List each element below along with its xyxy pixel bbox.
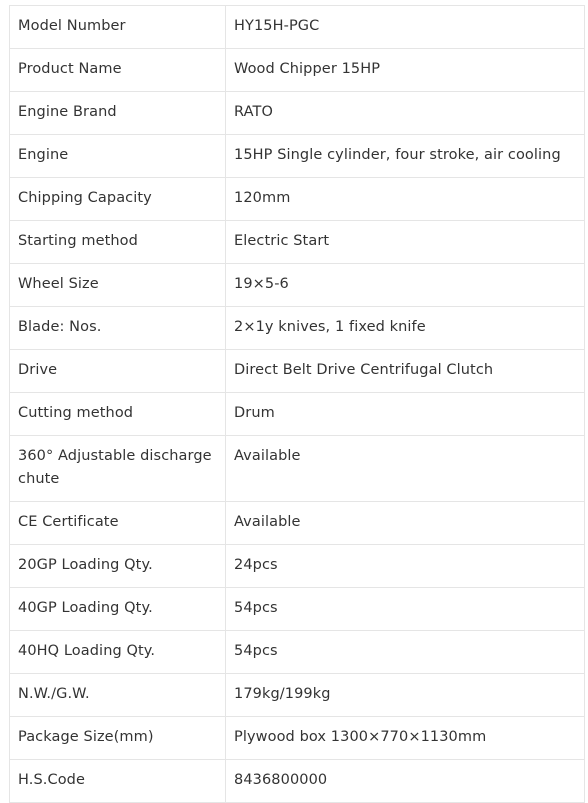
table-row [10,717,585,760]
spec-value: Direct Belt Drive Centrifugal Clutch [226,350,585,393]
table-row [10,502,585,545]
spec-value: Wood Chipper 15HP [226,49,585,92]
spec-value: Plywood box 1300×770×1130mm [226,717,585,760]
spec-label: Engine Brand [10,92,226,135]
table-row [10,221,585,264]
spec-label: Starting method [10,221,226,264]
spec-label: Package Size(mm) [10,717,226,760]
table-row [10,49,585,92]
spec-value: HY15H-PGC [226,6,585,49]
spec-label: Product Name [10,49,226,92]
spec-value: 24pcs [226,545,585,588]
spec-label: Wheel Size [10,264,226,307]
spec-label: Blade: Nos. [10,307,226,350]
table-row [10,307,585,350]
spec-value: 120mm [226,178,585,221]
spec-label: 20GP Loading Qty. [10,545,226,588]
table-row [10,674,585,717]
spec-value: Drum [226,393,585,436]
spec-label: Cutting method [10,393,226,436]
table-row [10,588,585,631]
spec-label: Chipping Capacity [10,178,226,221]
spec-value: 179kg/199kg [226,674,585,717]
spec-label: 40HQ Loading Qty. [10,631,226,674]
spec-value: Available [226,436,585,502]
spec-table [9,5,585,803]
spec-label: CE Certificate [10,502,226,545]
spec-value: 19×5-6 [226,264,585,307]
table-row [10,264,585,307]
table-row [10,178,585,221]
table-row [10,350,585,393]
spec-label: 360° Adjustable discharge chute [10,436,226,502]
table-row [10,631,585,674]
table-row [10,545,585,588]
spec-value: 15HP Single cylinder, four stroke, air cooling [226,135,585,178]
table-row [10,760,585,803]
spec-label: N.W./G.W. [10,674,226,717]
spec-value: 54pcs [226,588,585,631]
table-row [10,393,585,436]
spec-value: 2×1y knives, 1 fixed knife [226,307,585,350]
table-row [10,135,585,178]
spec-label: Engine [10,135,226,178]
spec-label: H.S.Code [10,760,226,803]
spec-value: 8436800000 [226,760,585,803]
spec-value: Electric Start [226,221,585,264]
table-row [10,436,585,502]
table-row [10,92,585,135]
spec-value: Available [226,502,585,545]
spec-label: 40GP Loading Qty. [10,588,226,631]
spec-label: Model Number [10,6,226,49]
table-row [10,6,585,49]
spec-label: Drive [10,350,226,393]
spec-value: 54pcs [226,631,585,674]
spec-value: RATO [226,92,585,135]
